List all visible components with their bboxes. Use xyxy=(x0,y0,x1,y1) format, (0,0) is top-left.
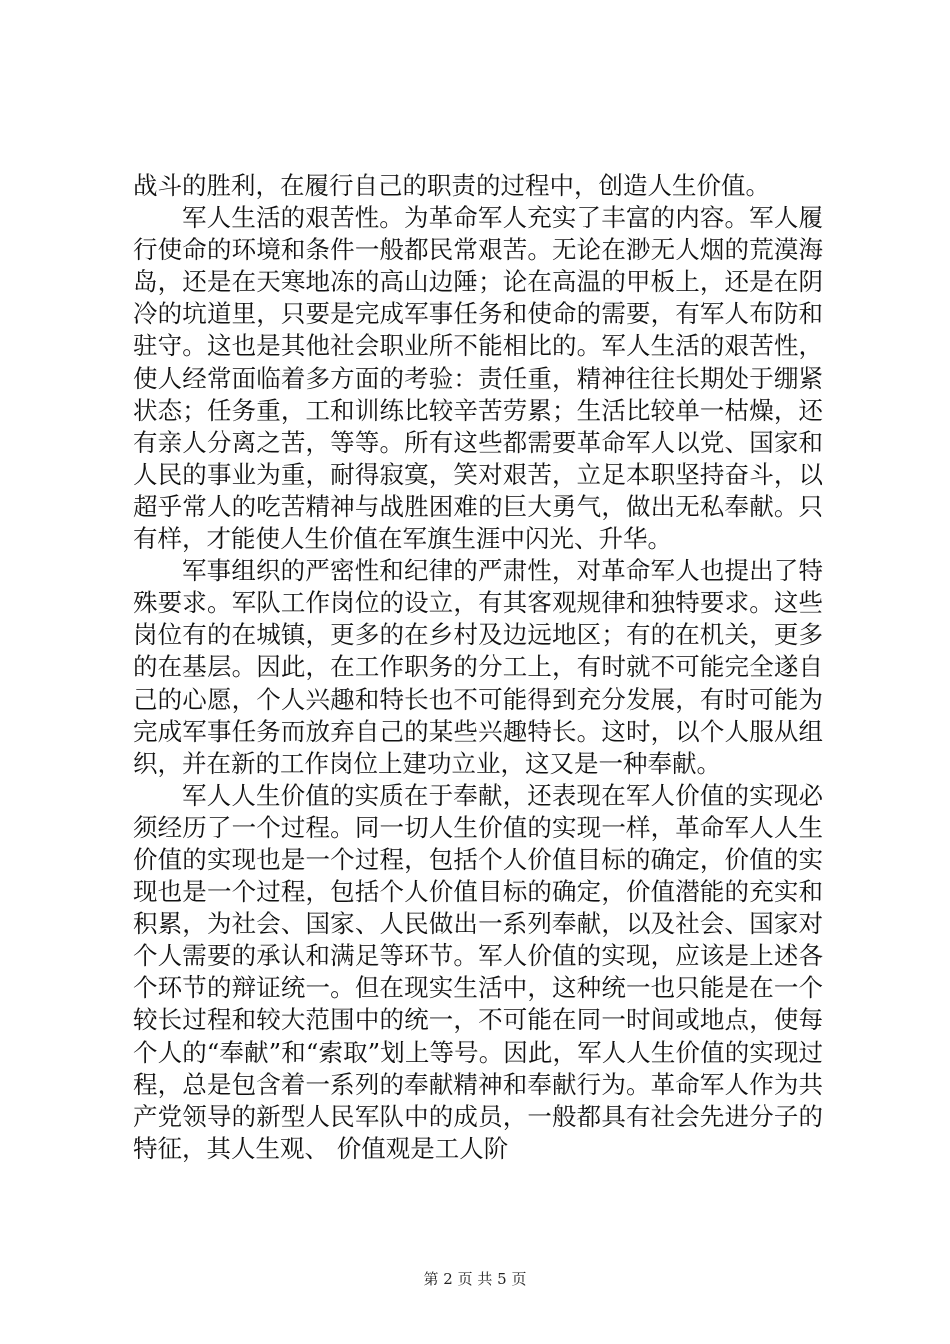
document-body xyxy=(133,170,823,1165)
paragraph-discipline: 军事组织的严密性和纪律的严肃性，对革命军人也提出了特殊要求。军队工作岗位的设立，有其客观规律和独特要求。这些岗位有的在城镇，更多的在乡村及边远地区；有的在机关，更多的在基层。因此，在工作职务的分工上，有时就不可能完全遂自己的心愿，个人兴趣和特长也不可能得到充分发展，有时可能为完成军事任务而放弃自己的某些兴趣特长。这时，以个人服从组织，并在新的工作岗位上建功立业，这又是一种奉献。 xyxy=(133,556,823,778)
page-number-footer: 第 2 页 共 5 页 xyxy=(423,1270,527,1288)
paragraph-hardship: 军人生活的艰苦性。为革命军人充实了丰富的内容。军人履行使命的环境和条件一般都民常艰苦。无论在渺无人烟的荒漠海岛，还是在天寒地冻的高山边陲；论在高温的甲板上，还是在阴冷的坑道里，只要是完成军事任务和使命的需要，有军人布防和驻守。这也是其他社会职业所不能相比的。军人生活的艰苦性，使人经常面临着多方面的考验：责任重，精神往往长期处于绷紧状态；任务重，工和训练比较辛苦劳累；生活比较单一枯燥，还有亲人分离之苦，等等。所有这些都需要革命军人以党、国家和人民的事业为重，耐得寂寞，笑对艰苦，立足本职坚持奋斗，以超乎常人的吃苦精神与战胜困难的巨大勇气，做出无私奉献。只有样，才能使人生价值在军旗生涯中闪光、升华。 xyxy=(133,203,823,554)
paragraph-continuation: 战斗的胜利，在履行自己的职责的过程中，创造人生价值。 xyxy=(133,171,770,200)
paragraph-value-realization: 军人人生价值的实质在于奉献，还表现在军人价值的实现必须经历了一个过程。同一切人生价值的实现一样，革命军人人生价值的实现也是一个过程，包括个人价值目标的确定，价值的实现也是一个过程，包括个人价值目标的确定，价值潜能的充实和积累，为社会、国家、人民做出一系列奉献，以及社会、国家对个人需要的承认和满足等环节。军人价值的实现，应该是上述各个环节的辩证统一。但在现实生活中，这种统一也只能是在一个较长过程和较大范围中的统一，不可能在同一时间或地点，使每个人的“奉献”和“索取”划上等号。因此，军人人生价值的实现过程，总是包含着一系列的奉献精神和奉献行为。革命军人作为共产党领导的新型人民军队中的成员，一般都具有社会先进分子的特征，其人生观、 价值观是工人阶 xyxy=(133,780,823,1163)
